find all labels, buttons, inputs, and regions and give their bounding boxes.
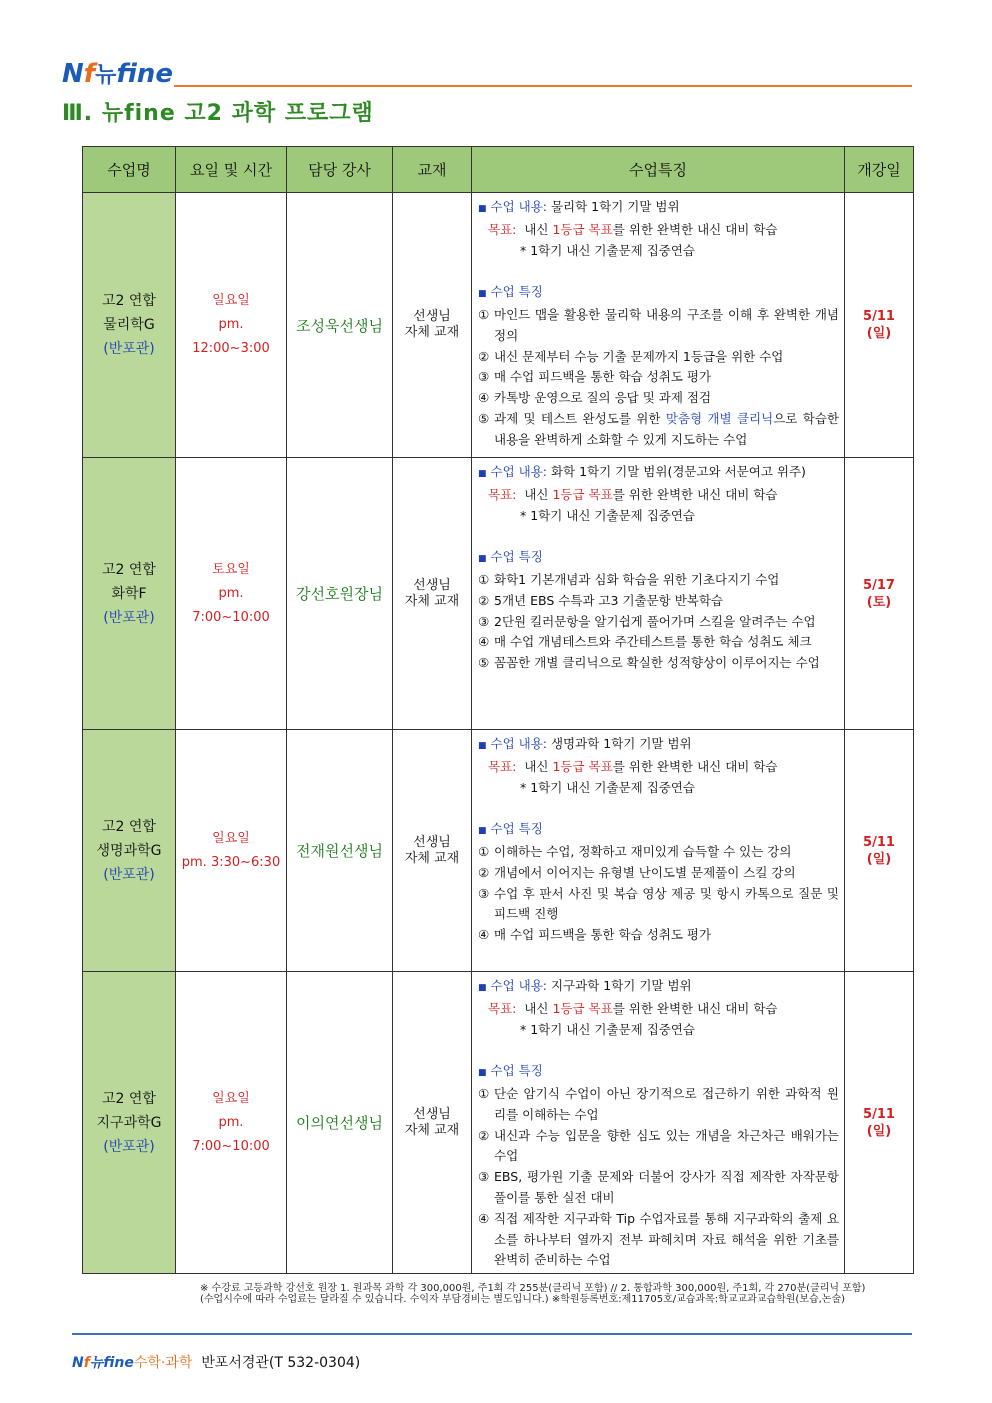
footnote-line-2: (수업시수에 따라 수업료는 달라질 수 있습니다. 수익자 부담경비는 별도입니다.) ※학원등록번호:제11705호/교습과목:학교교과교습학원(보습,논술) — [200, 1294, 846, 1305]
features-cell — [472, 972, 845, 1274]
start-weekday: (일) — [866, 1123, 892, 1139]
feature-label: 수업 특징 — [490, 549, 543, 565]
item-number: ④ — [478, 927, 490, 943]
textbook-line-1: 선생님 — [413, 1106, 451, 1122]
textbook-line-1: 선생님 — [413, 834, 451, 850]
goal-line — [478, 999, 839, 1020]
content-text: 생명과학 1학기 기말 범위 — [550, 736, 692, 751]
page-title: Ⅲ. 뉴fine 고2 과학 프로그램 — [62, 101, 374, 126]
goal-pre: 내신 — [524, 221, 549, 237]
textbook-line-1: 선생님 — [413, 309, 451, 324]
class-name-cell — [83, 458, 176, 730]
item-text: 화학1 기본개념과 심화 학습을 위한 기초다지기 수업 — [494, 571, 780, 587]
textbook-cell — [393, 458, 472, 730]
item-text: 매 수업 개념테스트와 주간테스트를 통한 학습 성취도 체크 — [494, 634, 812, 650]
feature-item — [478, 388, 839, 409]
table-row — [83, 458, 914, 730]
textbook-cell — [393, 730, 472, 972]
goal-pre: 내신 — [524, 758, 549, 774]
square-bullet-icon: ■ — [478, 826, 487, 837]
item-text: 수업 후 판서 사진 및 복습 영상 제공 및 항시 카톡으로 질문 및 피드백 진행 — [494, 885, 839, 922]
item-text: 매 수업 피드백을 통한 학습 성취도 평가 — [494, 369, 712, 385]
col-class-name: 수업명 — [83, 147, 176, 193]
features-cell — [472, 193, 845, 458]
class-grade: 고2 연합 — [102, 818, 156, 835]
start-date-cell — [845, 730, 914, 972]
class-grade: 고2 연합 — [102, 561, 156, 578]
goal-line — [478, 220, 839, 241]
footer-subject: 수학·과학 — [133, 1355, 193, 1371]
start-date: 5/11 — [863, 834, 895, 850]
goal-post: 를 위한 완벽한 내신 대비 학습 — [612, 758, 778, 774]
feature-item — [478, 1167, 839, 1209]
table-row — [83, 730, 914, 972]
goal-post: 를 위한 완벽한 내신 대비 학습 — [612, 486, 778, 502]
schedule-cell — [176, 972, 287, 1274]
feature-item — [478, 653, 839, 674]
textbook-line-2: 자체 교재 — [404, 1122, 460, 1138]
feature-item — [478, 925, 839, 946]
table-row — [83, 972, 914, 1274]
content-label: 수업 내용: — [490, 199, 547, 214]
item-number: ① — [478, 571, 490, 587]
feature-item — [478, 1084, 839, 1126]
textbook-cell — [393, 193, 472, 458]
item-number: ① — [478, 843, 490, 859]
goal-label: 목표: — [488, 1000, 517, 1016]
feature-item — [478, 612, 839, 633]
item-number: ③ — [478, 1169, 490, 1185]
item-number: ① — [478, 306, 490, 322]
feature-item — [478, 632, 839, 653]
goal-label: 목표: — [488, 758, 517, 774]
start-weekday: (토) — [866, 594, 892, 610]
teacher-name: 강선호원장님 — [296, 585, 383, 603]
program-table — [82, 146, 914, 1274]
item-text: 마인드 맵을 활용한 물리학 내용의 구조를 이해 후 완벽한 개념 정의 — [494, 306, 839, 343]
page-header — [62, 58, 912, 98]
square-bullet-icon: ■ — [478, 289, 487, 300]
class-grade: 고2 연합 — [102, 1090, 156, 1107]
class-day: 일요일 — [212, 293, 250, 308]
class-time: pm. 3:30~6:30 — [181, 854, 281, 870]
note-line: * 1학기 내신 기출문제 집중연습 — [520, 507, 695, 523]
note-line: * 1학기 내신 기출문제 집중연습 — [520, 242, 695, 258]
item-text: 내신과 수능 입문을 향한 심도 있는 개념을 차근차근 배워가는 수업 — [494, 1127, 839, 1164]
feature-heading — [478, 282, 839, 305]
footer-logo-n: N — [72, 1355, 84, 1371]
item-number: ④ — [478, 634, 490, 650]
teacher-name: 조성욱선생님 — [296, 316, 383, 335]
class-branch: (반포관) — [103, 1138, 155, 1155]
class-branch: (반포관) — [103, 341, 155, 357]
features-cell — [472, 458, 845, 730]
schedule-cell — [176, 458, 287, 730]
content-line — [478, 462, 839, 485]
teacher-name: 이의연선생님 — [296, 1114, 383, 1133]
item-text: 매 수업 피드백을 통한 학습 성취도 평가 — [494, 927, 712, 943]
class-day: 토요일 — [212, 561, 250, 577]
logo-n: N — [62, 59, 84, 89]
square-bullet-icon: ■ — [478, 204, 487, 214]
content-line — [478, 197, 839, 220]
item-number: ⑤ — [478, 655, 490, 671]
content-line — [478, 976, 839, 999]
footer-branch: 반포서경관(T 532-0304) — [201, 1355, 361, 1371]
footer-logo-fine: fine — [103, 1355, 134, 1371]
content-text: 화학 1학기 기말 범위(경문고와 서문여고 위주) — [550, 464, 806, 479]
item-text: 직접 제작한 지구과학 Tip 수업자료를 통해 지구과학의 출제 요소를 하나부터 열까지 전부 파헤치며 자료 해석을 위한 기초를 완벽히 준비하는 수업 — [494, 1210, 839, 1268]
item-text-pre: 과제 및 테스트 완성도를 위한 — [494, 410, 666, 426]
feature-label: 수업 특징 — [490, 1063, 543, 1079]
teacher-cell — [287, 972, 393, 1274]
class-subject: 생명과학G — [96, 842, 162, 859]
item-text: 내신 문제부터 수능 기출 문제까지 1등급을 위한 수업 — [494, 348, 784, 364]
class-subject: 지구과학G — [96, 1114, 162, 1131]
fee-footnote — [200, 1283, 945, 1305]
item-text: 이해하는 수업, 정확하고 재미있게 습득할 수 있는 강의 — [494, 843, 792, 859]
feature-item — [478, 409, 839, 451]
textbook-line-2: 자체 교재 — [404, 850, 460, 866]
logo-f: f — [83, 59, 96, 89]
logo-fine: fine — [116, 59, 173, 89]
goal-pre: 내신 — [524, 1000, 549, 1016]
footnote-line-1: ※ 수강료 고등과학 강선호 원장 1. 원과목 과학 각 300,000원, 주1회 각 255분(클리닉 포함) // 2. 통합과학 300,000원, 주1회, 각 270분(클리닉 포함) — [200, 1283, 866, 1294]
start-date-cell — [845, 458, 914, 730]
start-date-cell — [845, 193, 914, 458]
class-name-cell — [83, 730, 176, 972]
goal-highlight: 1등급 목표 — [552, 221, 613, 237]
goal-label: 목표: — [488, 221, 517, 237]
table-header-row — [83, 147, 914, 193]
textbook-cell — [393, 972, 472, 1274]
feature-item — [478, 842, 839, 863]
feature-heading — [478, 547, 839, 570]
item-text-post: 으로 학습한 내용을 완벽하게 소화할 수 있게 지도하는 수업 — [494, 410, 839, 447]
start-weekday: (일) — [866, 851, 892, 867]
item-number: ④ — [478, 1210, 490, 1226]
content-text: 물리학 1학기 기말 범위 — [550, 199, 680, 214]
content-line — [478, 734, 839, 757]
feature-item — [478, 591, 839, 612]
start-date: 5/11 — [863, 309, 895, 324]
start-date: 5/11 — [863, 1106, 895, 1122]
item-text: 카톡방 운영으로 질의 응답 및 과제 점검 — [494, 390, 712, 406]
schedule-cell — [176, 730, 287, 972]
square-bullet-icon: ■ — [478, 469, 487, 479]
item-number: ⑤ — [478, 410, 490, 426]
note-line: * 1학기 내신 기출문제 집중연습 — [520, 779, 695, 795]
goal-label: 목표: — [488, 486, 517, 502]
goal-post: 를 위한 완벽한 내신 대비 학습 — [612, 1000, 778, 1016]
item-highlight: 맞춤형 개별 클리닉 — [665, 410, 774, 426]
item-number: ② — [478, 864, 490, 880]
class-branch: (반포관) — [103, 609, 155, 626]
footer-rule — [72, 1333, 912, 1335]
square-bullet-icon: ■ — [478, 741, 487, 751]
features-cell — [472, 730, 845, 972]
start-weekday: (일) — [866, 326, 892, 341]
feature-item — [478, 570, 839, 591]
page-footer — [72, 1352, 360, 1372]
item-number: ③ — [478, 885, 490, 901]
footer-logo-f: f — [83, 1355, 90, 1371]
feature-item — [478, 863, 839, 884]
item-number: ② — [478, 592, 490, 608]
item-number: ③ — [478, 613, 490, 629]
table-row — [83, 193, 914, 458]
teacher-cell — [287, 193, 393, 458]
item-text: 2단원 킬러문항을 알기쉽게 풀어가며 스킬을 알려주는 수업 — [494, 613, 816, 629]
goal-highlight: 1등급 목표 — [552, 758, 613, 774]
note-line: * 1학기 내신 기출문제 집중연습 — [520, 1021, 695, 1037]
item-text: EBS, 평가원 기출 문제와 더불어 강사가 직접 제작한 자작문항 풀이를 통한 실전 대비 — [494, 1169, 839, 1205]
goal-line — [478, 757, 839, 778]
content-text: 지구과학 1학기 기말 범위 — [550, 978, 692, 993]
square-bullet-icon: ■ — [478, 554, 487, 565]
class-time: pm. — [218, 317, 244, 332]
item-text: 단순 암기식 수업이 아닌 장기적으로 접근하기 위한 과학적 원리를 이해하는 수업 — [494, 1085, 839, 1122]
item-text: 개념에서 이어지는 유형별 난이도별 문제풀이 스킬 강의 — [494, 864, 796, 880]
class-day: 일요일 — [212, 830, 250, 846]
class-name-cell — [83, 972, 176, 1274]
start-date: 5/17 — [863, 577, 895, 593]
item-text: 5개년 EBS 수특과 고3 기출문항 반복학습 — [494, 592, 724, 608]
feature-item — [478, 347, 839, 368]
teacher-cell — [287, 730, 393, 972]
goal-highlight: 1등급 목표 — [552, 486, 613, 502]
class-time-range: 7:00~10:00 — [192, 609, 270, 625]
brand-logo — [62, 58, 173, 89]
teacher-cell — [287, 458, 393, 730]
class-branch: (반포관) — [103, 866, 155, 883]
textbook-line-1: 선생님 — [413, 577, 451, 593]
feature-item — [478, 884, 839, 926]
item-number: ③ — [478, 369, 490, 385]
content-label: 수업 내용: — [490, 978, 547, 993]
col-teacher: 담당 강사 — [287, 147, 393, 193]
feature-item — [478, 367, 839, 388]
square-bullet-icon: ■ — [478, 983, 487, 993]
content-label: 수업 내용: — [490, 736, 547, 751]
class-time: pm. — [218, 1114, 244, 1130]
feature-heading — [478, 819, 839, 842]
item-number: ② — [478, 348, 490, 364]
goal-pre: 내신 — [524, 486, 549, 502]
class-time-range: 12:00~3:00 — [192, 341, 270, 356]
item-number: ① — [478, 1085, 490, 1101]
feature-item — [478, 305, 839, 347]
textbook-line-2: 자체 교재 — [404, 325, 460, 340]
col-schedule: 요일 및 시간 — [176, 147, 287, 193]
class-name-cell — [83, 193, 176, 458]
item-text: 꼼꼼한 개별 클리닉으로 확실한 성적향상이 이루어지는 수업 — [494, 655, 820, 671]
item-number: ② — [478, 1127, 490, 1143]
schedule-cell — [176, 193, 287, 458]
col-textbook: 교재 — [393, 147, 472, 193]
footer-logo-kr: 뉴 — [89, 1355, 104, 1371]
content-label: 수업 내용: — [490, 464, 547, 479]
class-subject: 물리학G — [103, 317, 155, 333]
square-bullet-icon: ■ — [478, 1068, 487, 1079]
header-rule — [174, 85, 912, 87]
feature-item — [478, 1126, 839, 1168]
goal-line — [478, 485, 839, 506]
item-number: ④ — [478, 390, 490, 406]
class-time-range: 7:00~10:00 — [192, 1138, 270, 1154]
logo-kr: 뉴 — [95, 63, 117, 88]
teacher-name: 전재원선생님 — [296, 842, 383, 860]
feature-label: 수업 특징 — [490, 821, 543, 837]
goal-post: 를 위한 완벽한 내신 대비 학습 — [612, 221, 778, 237]
goal-highlight: 1등급 목표 — [552, 1000, 613, 1016]
textbook-line-2: 자체 교재 — [404, 593, 460, 609]
start-date-cell — [845, 972, 914, 1274]
col-features: 수업특징 — [472, 147, 845, 193]
col-start-date: 개강일 — [845, 147, 914, 193]
class-day: 일요일 — [212, 1090, 250, 1106]
feature-label: 수업 특징 — [490, 284, 543, 300]
class-grade: 고2 연합 — [102, 293, 156, 309]
feature-item — [478, 1209, 839, 1271]
class-subject: 화학F — [111, 585, 147, 602]
feature-heading — [478, 1061, 839, 1084]
class-time: pm. — [218, 585, 244, 601]
